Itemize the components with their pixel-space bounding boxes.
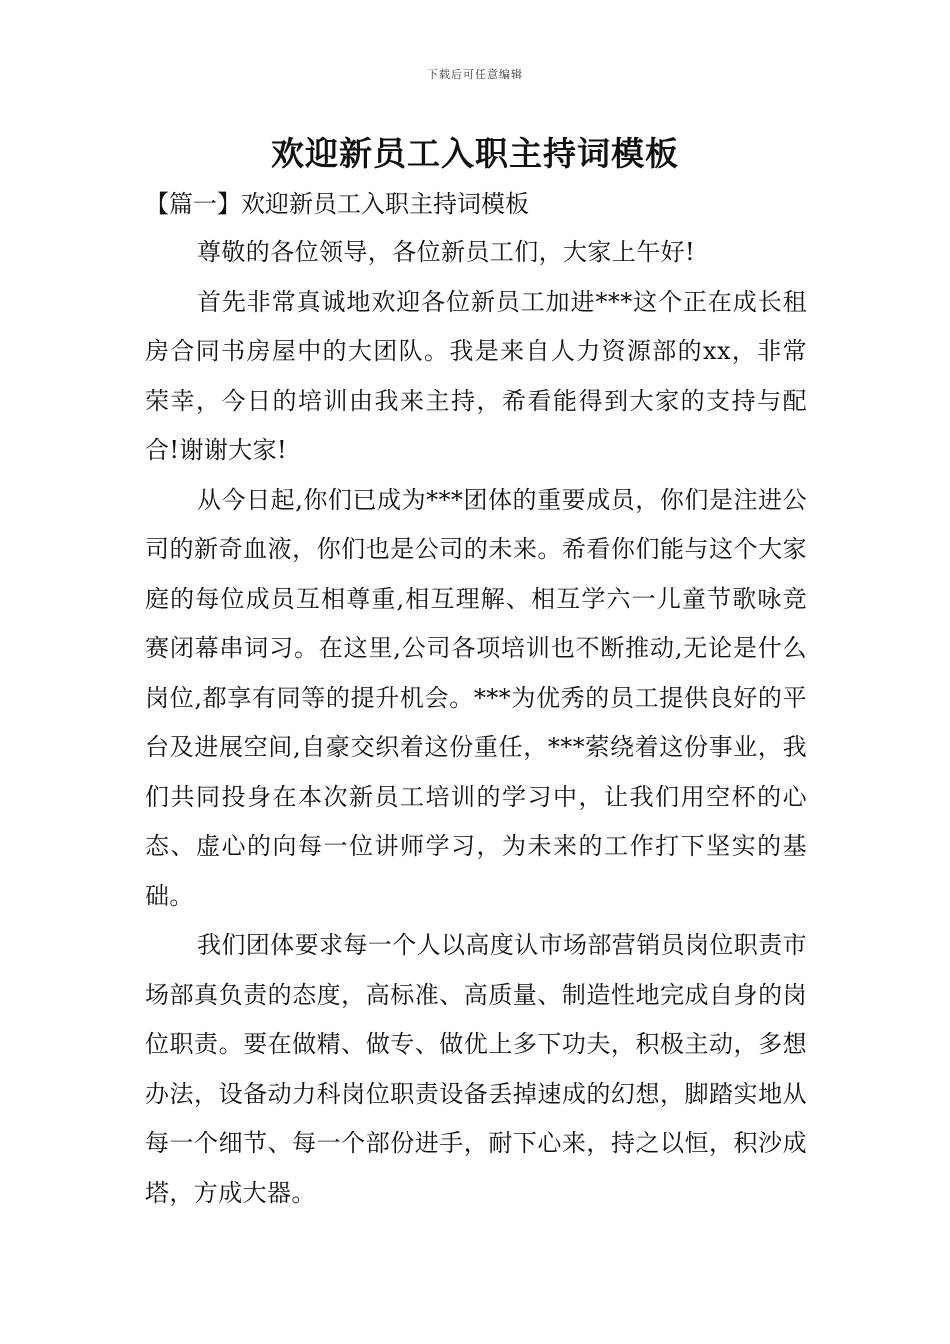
paragraph-greeting: 尊敬的各位领导，各位新员工们，大家上午好!	[197, 238, 696, 266]
paragraph-welcome: 从今日起,你们已成为***团体的重要成员，你们是注进公司的新奇血液，你们也是公司的未来。希看你们能与这个大家庭的每位成员互相尊重,相互理解、相互学六一儿童节歌咏竞赛闭幕串词习。在这里,公司各项培训也不断推动,无论是什么岗位,都享有同等的提升机会。***为优秀的员工提供良好的平台及进展空间,自豪交织着这份重任，***萦绕着这份事业，我们共同投身在本次新员工培训的学习中，让我们用空杯的心态、虚心的向每一位讲师学习，为未来的工作打下坚实的基础。	[145, 485, 807, 910]
paragraph-requirements: 我们团体要求每一个人以高度认市场部营销员岗位职责市场部真负责的态度，高标准、高质量、制造性地完成自身的岗位职责。要在做精、做专、做优上多下功夫，积极主动，多想办法，设备动力科岗位职责设备丢掉速成的幻想，脚踏实地从每一个细节、每一个部份进手，耐下心来，持之以恒，积沙成塔，方成大器。	[145, 931, 807, 1207]
document-title: 欢迎新员工入职主持词模板	[271, 134, 679, 173]
document-body	[145, 228, 807, 1218]
paragraph-introduction: 首先非常真诚地欢迎各位新员工加进***这个正在成长租房合同书房屋中的大团队。我是来自人力资源部的xx，非常荣幸，今日的培训由我来主持，希看能得到大家的支持与配合!谢谢大家!	[145, 287, 807, 464]
header-note: 下载后可任意编辑	[427, 68, 523, 81]
section-heading: 【篇一】欢迎新员工入职主持词模板	[145, 190, 529, 218]
